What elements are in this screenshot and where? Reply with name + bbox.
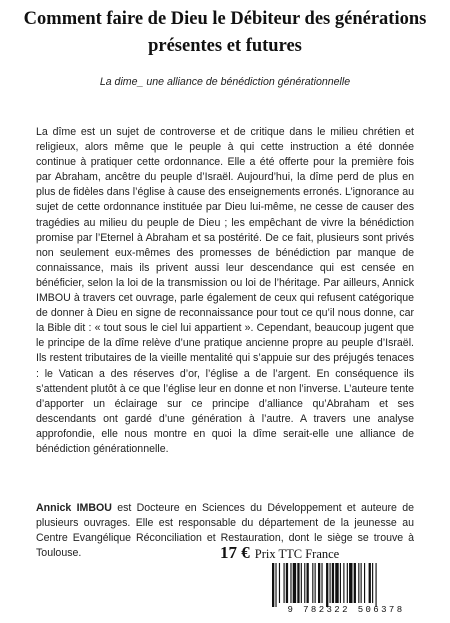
- barcode-bar: [290, 563, 291, 603]
- barcode-bar: [297, 563, 299, 603]
- blurb-paragraph: La dîme est un sujet de controverse et de critique dans le milieu chrétien et religieux, alors même que le peuple à qui cette instruction a été donnée continue à pratiquer cette ordonnance. Elle a été offerte pour la première fois par Abraham, ancêtre du peuple d’Israël. Aujourd’hui, la dîme perd de plus en plus de fidèles dans l’église à cause des enseignements erronés. L’ignorance au sujet de cette ordonnance instituée par Dieu lui-même, ne cesse de causer des tragédies au milieu du peuple de Dieu ; les empêchant de vivre la bénédiction promise par l’Eternel à Abraham et sa postérité. De ce fait, plusieurs sont privés non seulement eux-mêmes des promesses de bénédiction par manque de connaissance, mais ils privent aussi leur descendance qui est censée en bénéficier, selon la loi de la transmission ou loi de l’héritage. Par ailleurs, Annick IMBOU à travers cet ouvrage, parle également de ceux qui refusent catégorique de donner à Dieu en signe de reconnaissance pour tout ce qu’il nous donne, car la Bible dit : « tout sous le ciel lui appartient ». Cependant, beaucoup jugent que le principe de la dîme relève d’une pratique ancienne propre au peuple d’Israël. Ils restent tributaires de la vieille mentalité qui s’appuie sur des préjugés tenaces : le Vatican a des réserves d’or, l’église a de l’argent. En conséquence ils s’attendent plutôt à ce que l’église leur en donne et non l’inverse. L’auteure tente d’apporter un éclairage sur ce principe d’alliance qu’Abraham et ses descendants ont gardé d’une génération à l’autre. A travers une analyse approfondie, elle nous montre en quoi la dîme serait-elle une alliance de bénédiction générationnelle.: [36, 126, 414, 455]
- barcode-bar: [304, 563, 305, 603]
- barcode-bar: [279, 563, 280, 603]
- barcode-bar: [321, 563, 322, 603]
- barcode-bar: [332, 563, 334, 603]
- barcode-bar: [354, 563, 356, 603]
- barcode-bar: [349, 563, 352, 603]
- author-name: Annick IMBOU: [36, 502, 112, 514]
- price-amount: 17 €: [220, 543, 250, 562]
- barcode-bar: [358, 563, 359, 603]
- barcode-bar: [364, 563, 365, 603]
- isbn-number: 9 782322 506378: [287, 605, 405, 615]
- barcode-bar: [315, 563, 316, 603]
- price-label: Prix TTC France: [254, 547, 340, 561]
- barcode-bar: [340, 563, 341, 603]
- book-subtitle: La dime_ une alliance de bénédiction générationnelle: [99, 76, 351, 88]
- barcode-bar: [372, 563, 373, 603]
- author-bio-text: est Docteure en Sciences du Développement et auteure de plusieurs ouvrages. Elle est responsable du département de la jeunesse au Centre Evangélique Réconciliation et Restauration, dont le siège se trouve à Toulouse.: [36, 502, 414, 560]
- barcode-bar: [347, 563, 348, 603]
- barcode-bar: [301, 563, 302, 603]
- barcode-bar: [326, 563, 328, 607]
- barcode-bar: [318, 563, 320, 603]
- barcode-bar: [275, 563, 276, 607]
- price-tag: [220, 543, 430, 563]
- barcode-bar: [361, 563, 362, 603]
- barcode-bar: [286, 563, 288, 603]
- book-title: Comment faire de Dieu le Débiteur des générations présentes et futures: [23, 9, 427, 56]
- barcode-bar: [376, 563, 377, 607]
- barcode-bar: [343, 563, 344, 603]
- barcode-icon: [262, 563, 430, 607]
- barcode-bar: [369, 563, 371, 603]
- barcode-bar: [335, 563, 338, 603]
- barcode-bar: [330, 563, 331, 603]
- barcode-bar: [293, 563, 296, 603]
- barcode-bar: [284, 563, 285, 603]
- barcode-bar: [307, 563, 309, 603]
- barcode-bar: [272, 563, 274, 607]
- barcode-bar: [312, 563, 313, 603]
